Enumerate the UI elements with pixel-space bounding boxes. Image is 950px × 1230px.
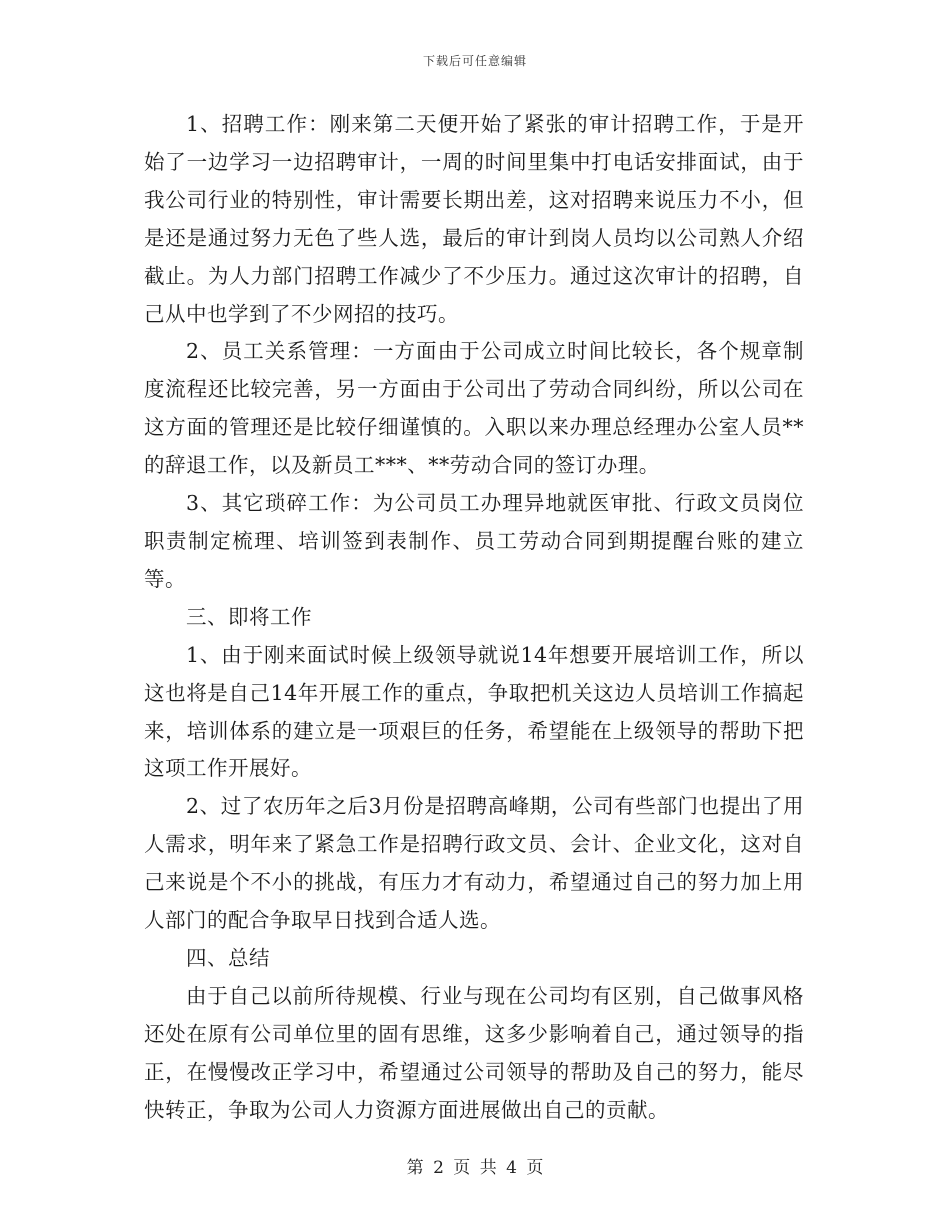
paragraph-summary: 由于自己以前所待规模、行业与现在公司均有区别，自己做事风格还处在原有公司单位里的固有思维，这多少影响着自己，通过领导的指正，在慢慢改正学习中，希望通过公司领导的帮助及自己的努力，能尽快转正，争取为公司人力资源方面进展做出自己的贡献。 [144, 983, 804, 1122]
paragraph-recruitment-peak: 2、过了农历年之后3月份是招聘高峰期，公司有些部门也提出了用人需求，明年来了紧急工作是招聘行政文员、会计、企业文化，这对自己来说是个不小的挑战，有压力才有动力，希望通过自己的努力加上用人部门的配合争取早日找到合适人选。 [144, 794, 804, 933]
page-number-footer: 第 2 页 共 4 页 [406, 1158, 544, 1178]
paragraph-recruitment: 1、招聘工作：刚来第二天便开始了紧张的审计招聘工作，于是开始了一边学习一边招聘审计，一周的时间里集中打电话安排面试，由于我公司行业的特别性，审计需要长期出差，这对招聘来说压力不小，但是还是通过努力无色了些人选，最后的审计到岗人员均以公司熟人介绍截止。为人力部门招聘工作减少了不少压力。通过这次审计的招聘，自己从中也学到了不少网招的技巧。 [144, 112, 804, 326]
paragraph-other-tasks: 3、其它琐碎工作：为公司员工办理异地就医审批、行政文员岗位职责制定梳理、培训签到表制作、员工劳动合同到期提醒台账的建立等。 [144, 491, 804, 591]
paragraph-employee-relations: 2、员工关系管理：一方面由于公司成立时间比较长，各个规章制度流程还比较完善，另一方面由于公司出了劳动合同纠纷，所以公司在这方面的管理还是比较仔细谨慎的。入职以来办理总经理办公室人员**的辞退工作，以及新员工***、**劳动合同的签订办理。 [144, 339, 804, 478]
section-heading-summary: 四、总结 [186, 945, 270, 970]
page-header: 下载后可任意编辑 [422, 54, 527, 68]
document-body [144, 106, 804, 1129]
paragraph-training-plan: 1、由于刚来面试时候上级领导就说14年想要开展培训工作，所以这也将是自己14年开展工作的重点，争取把机关这边人员培训工作搞起来，培训体系的建立是一项艰巨的任务，希望能在上级领导的帮助下把这项工作开展好。 [144, 642, 804, 781]
section-heading-upcoming-work: 三、即将工作 [186, 604, 312, 629]
